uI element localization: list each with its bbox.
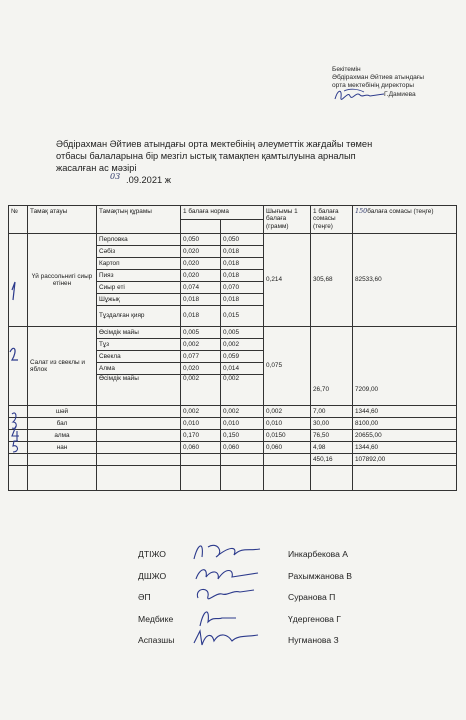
norm-b: 0,015 bbox=[221, 306, 264, 327]
simple-composition bbox=[97, 406, 181, 418]
norm-a: 0,018 bbox=[181, 294, 221, 306]
norm-a: 0,005 bbox=[181, 327, 221, 339]
empty-cell bbox=[28, 454, 97, 466]
norm-a: 0,020 bbox=[181, 246, 221, 258]
simple-dish: нан bbox=[28, 442, 97, 454]
group2-consumption: 0,075 bbox=[264, 327, 311, 406]
date-day-handwritten: 03 bbox=[110, 172, 121, 181]
norm-b: 0,070 bbox=[221, 282, 264, 294]
header-cost-one: 1 балаға сомасы (теңге) bbox=[311, 206, 353, 234]
norm-b: 0,018 bbox=[221, 246, 264, 258]
table-row bbox=[9, 430, 457, 442]
ingredient-name: Картоп bbox=[97, 258, 181, 270]
norm-a: 0,002 bbox=[181, 406, 221, 418]
norm-b: 0,002 bbox=[221, 406, 264, 418]
empty-cell bbox=[181, 466, 221, 491]
ingredient-name: Шұжық bbox=[97, 294, 181, 306]
norm-b: 0,060 bbox=[221, 442, 264, 454]
empty-cell bbox=[221, 466, 264, 491]
norm-a: 0,002 bbox=[181, 339, 221, 351]
title-line-3: жасалған ас мәзірі bbox=[56, 163, 137, 173]
norm-a: 0,020 bbox=[181, 363, 221, 375]
group1-num bbox=[9, 234, 28, 327]
signer-row bbox=[138, 545, 458, 567]
ingredient-name: Пияз bbox=[97, 270, 181, 282]
approval-org: Әбдірахман Әйтиев атындағы bbox=[332, 74, 424, 82]
title-line-2: отбасы балаларына бір мезгіл ыстық тамақпен қамтылуына арналып bbox=[56, 151, 356, 161]
norm-a: 0,020 bbox=[181, 258, 221, 270]
cost-one: 4,98 bbox=[311, 442, 353, 454]
group1-consumption: 0,214 bbox=[264, 234, 311, 327]
norm-a: 0,170 bbox=[181, 430, 221, 442]
signer-name: Үдергенова Г bbox=[288, 613, 341, 624]
header-norm: 1 балаға норма bbox=[181, 206, 264, 220]
row-num bbox=[9, 442, 28, 454]
ingredient-name: Сиыр еті bbox=[97, 282, 181, 294]
header-consumption: Шығымы 1 балаға (грамм) bbox=[264, 206, 311, 234]
signer-name: Инкарбекова А bbox=[288, 549, 349, 559]
ingredient-name: Тұз bbox=[97, 339, 181, 351]
document-title bbox=[56, 138, 456, 186]
header-norm-b bbox=[221, 220, 264, 234]
total-cost-one: 450,16 bbox=[311, 454, 353, 466]
table-row-empty bbox=[9, 466, 457, 491]
simple-composition bbox=[97, 442, 181, 454]
ingredient-name: Свекла bbox=[97, 351, 181, 363]
norm-b: 0,002 bbox=[221, 375, 264, 406]
row-num bbox=[9, 406, 28, 418]
approval-signer: Г.Дамиева bbox=[384, 90, 416, 98]
consumption: 0,010 bbox=[264, 418, 311, 430]
group2-dish: Салат из свеклы и яблок bbox=[28, 327, 97, 406]
empty-cell bbox=[9, 466, 28, 491]
signer-role: ДТІЖО bbox=[138, 549, 166, 559]
norm-b: 0,018 bbox=[221, 294, 264, 306]
cost-total: 1344,60 bbox=[353, 442, 457, 454]
ingredient-name: Перловка bbox=[97, 234, 181, 246]
signer-name: Рахымжанова В bbox=[288, 570, 353, 581]
cost-total: 20655,00 bbox=[353, 430, 457, 442]
cost-one: 76,50 bbox=[311, 430, 353, 442]
norm-b: 0,014 bbox=[221, 363, 264, 375]
ingredient-name: Өсімдік майы bbox=[97, 327, 181, 339]
empty-cell bbox=[9, 454, 28, 466]
row-num bbox=[9, 418, 28, 430]
norm-a: 0,074 bbox=[181, 282, 221, 294]
date-rest: .09.2021 ж bbox=[126, 175, 171, 185]
signer-name: Нугманова З bbox=[288, 635, 339, 645]
norm-a: 0,050 bbox=[181, 234, 221, 246]
norm-a: 0,060 bbox=[181, 442, 221, 454]
menu-table bbox=[8, 205, 457, 491]
totals-row bbox=[9, 454, 457, 466]
table-row bbox=[9, 418, 457, 430]
ingredient-name: Сәбіз bbox=[97, 246, 181, 258]
empty-cell bbox=[221, 454, 264, 466]
cost-total: 8100,00 bbox=[353, 418, 457, 430]
signer-role: Аспазшы bbox=[138, 635, 175, 645]
group1-dish: Үй рассольнигі сиыр етінен bbox=[28, 234, 97, 327]
ingredient-name: Өсімдік майы bbox=[97, 375, 181, 406]
signer-row bbox=[138, 567, 458, 589]
group2-cost-one: 26,70 bbox=[311, 327, 353, 406]
table-row bbox=[9, 327, 457, 339]
empty-cell bbox=[28, 466, 97, 491]
norm-a: 0,077 bbox=[181, 351, 221, 363]
norm-b: 0,059 bbox=[221, 351, 264, 363]
row-num bbox=[9, 430, 28, 442]
norm-b: 0,050 bbox=[221, 234, 264, 246]
header-cost-total bbox=[353, 206, 457, 234]
cost-total-count: 150 bbox=[355, 207, 368, 215]
header-composition: Тамақтың құрамы bbox=[97, 206, 181, 234]
norm-b: 0,010 bbox=[221, 418, 264, 430]
cost-total-label: балаға сомасы (теңге) bbox=[367, 208, 434, 215]
cost-one: 7,00 bbox=[311, 406, 353, 418]
title-line-1: Әбдірахман Әйтиев атындағы орта мектебінің әлеуметтік жағдайы төмен bbox=[56, 139, 373, 149]
total-cost-total: 107892,00 bbox=[353, 454, 457, 466]
group2-num bbox=[9, 327, 28, 406]
empty-cell bbox=[97, 454, 181, 466]
group1-cost-one: 305,68 bbox=[311, 234, 353, 327]
norm-b: 0,005 bbox=[221, 327, 264, 339]
header-dish: Тамақ атауы bbox=[28, 206, 97, 234]
norm-a: 0,020 bbox=[181, 270, 221, 282]
simple-dish: шәй bbox=[28, 406, 97, 418]
empty-cell bbox=[264, 466, 311, 491]
cost-total: 1344,60 bbox=[353, 406, 457, 418]
table-row bbox=[9, 234, 457, 246]
norm-a: 0,002 bbox=[181, 375, 221, 406]
signer-role: ӘП bbox=[138, 592, 151, 602]
signer-row bbox=[138, 588, 458, 610]
simple-composition bbox=[97, 418, 181, 430]
signers-block bbox=[138, 545, 458, 653]
group2-cost-total: 7209,00 bbox=[353, 327, 457, 406]
empty-cell bbox=[311, 466, 353, 491]
consumption: 0,002 bbox=[264, 406, 311, 418]
signature-icon bbox=[188, 625, 264, 651]
director-signature-icon bbox=[332, 87, 388, 103]
cost-one: 30,00 bbox=[311, 418, 353, 430]
table-header-row bbox=[9, 206, 457, 220]
ingredient-name: Тұздалған қияр bbox=[97, 306, 181, 327]
consumption: 0,0150 bbox=[264, 430, 311, 442]
simple-dish: алма bbox=[28, 430, 97, 442]
norm-b: 0,018 bbox=[221, 258, 264, 270]
signer-role: ДШЖО bbox=[138, 570, 167, 581]
norm-b: 0,002 bbox=[221, 339, 264, 351]
simple-dish: бал bbox=[28, 418, 97, 430]
approval-role: орта мектебінің директоры bbox=[332, 82, 414, 90]
approval-block bbox=[332, 66, 464, 99]
group1-cost-total: 82533,60 bbox=[353, 234, 457, 327]
ingredient-name: Алма bbox=[97, 363, 181, 375]
approval-signature-row bbox=[332, 91, 464, 99]
signer-role: Медбике bbox=[138, 613, 174, 624]
norm-b: 0,150 bbox=[221, 430, 264, 442]
table-row bbox=[9, 442, 457, 454]
header-num: № bbox=[9, 206, 28, 234]
norm-a: 0,018 bbox=[181, 306, 221, 327]
empty-cell bbox=[264, 454, 311, 466]
simple-composition bbox=[97, 430, 181, 442]
header-norm-a bbox=[181, 220, 221, 234]
table-row bbox=[9, 406, 457, 418]
approval-label: Бекітемін bbox=[332, 66, 361, 73]
title-date bbox=[56, 174, 456, 186]
signer-row bbox=[138, 631, 458, 653]
signer-row bbox=[138, 610, 458, 632]
signer-name: Суранова П bbox=[288, 592, 336, 602]
norm-a: 0,010 bbox=[181, 418, 221, 430]
empty-cell bbox=[353, 466, 457, 491]
consumption: 0,060 bbox=[264, 442, 311, 454]
empty-cell bbox=[97, 466, 181, 491]
norm-b: 0,018 bbox=[221, 270, 264, 282]
empty-cell bbox=[181, 454, 221, 466]
